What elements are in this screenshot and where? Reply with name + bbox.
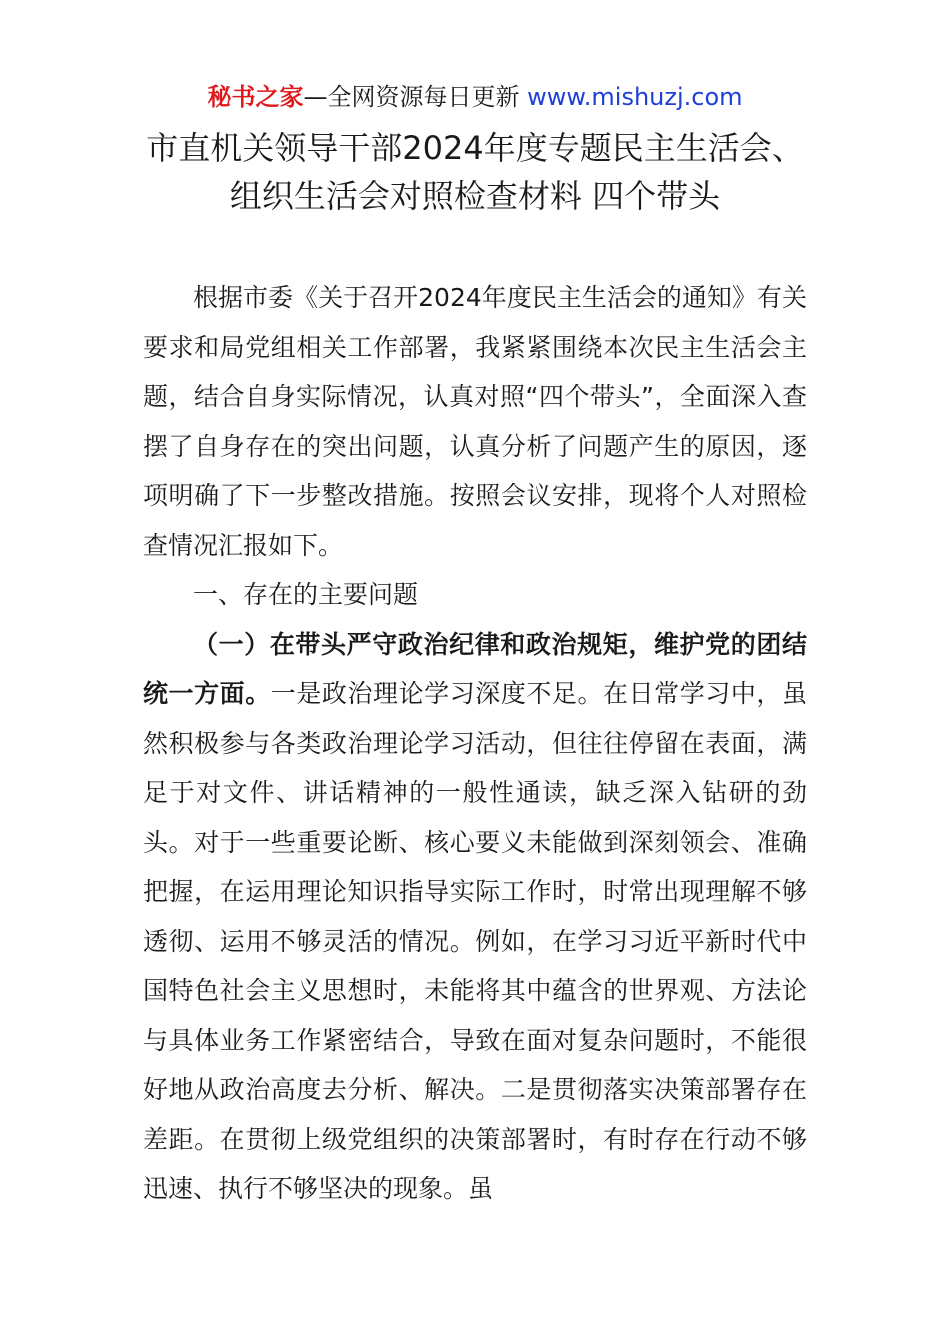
watermark-header: [0, 80, 950, 114]
brand-name: 秘书之家: [207, 83, 304, 111]
subsection-heading: （一）在带头严守政治纪律和政治规矩，维护党的团结统一方面。: [143, 629, 807, 708]
intro-paragraph: 根据市委《关于召开2024年度民主生活会的通知》有关要求和局党组相关工作部署，我紧紧围绕本次民主生活会主题，结合自身实际情况，认真对照“四个带头”，全面深入查摆了自身存在的突出问题，认真分析了问题产生的原因，逐项明确了下一步整改措施。按照会议安排，现将个人对照检查情况汇报如下。: [143, 283, 807, 560]
subsection-body: 一是政治理论学习深度不足。在日常学习中，虽然积极参与各类政治理论学习活动，但往往停留在表面，满足于对文件、讲话精神的一般性通读，缺乏深入钻研的劲头。对于一些重要论断、核心要义未能做到深刻领会、准确把握，在运用理论知识指导实际工作时，时常出现理解不够透彻、运用不够灵活的情况。例如，在学习习近平新时代中国特色社会主义思想时，未能将其中蕴含的世界观、方法论与具体业务工作紧密结合，导致在面对复杂问题时，不能很好地从政治高度去分析、解决。二是贯彻落实决策部署存在差距。在贯彻上级党组织的决策部署时，有时存在行动不够迅速、执行不够坚决的现象。虽: [143, 679, 807, 1203]
section-heading: 一、存在的主要问题: [193, 580, 419, 609]
document-body: [143, 273, 807, 1214]
document-title: [0, 124, 950, 220]
title-line-1: 市直机关领导干部2024年度专题民主生活会、: [146, 129, 804, 167]
header-tagline: —全网资源每日更新: [303, 83, 520, 111]
site-url: www.mishuzj.com: [527, 83, 743, 111]
title-line-2: 组织生活会对照检查材料 四个带头: [229, 177, 721, 215]
subsection-paragraph: [143, 620, 807, 1214]
